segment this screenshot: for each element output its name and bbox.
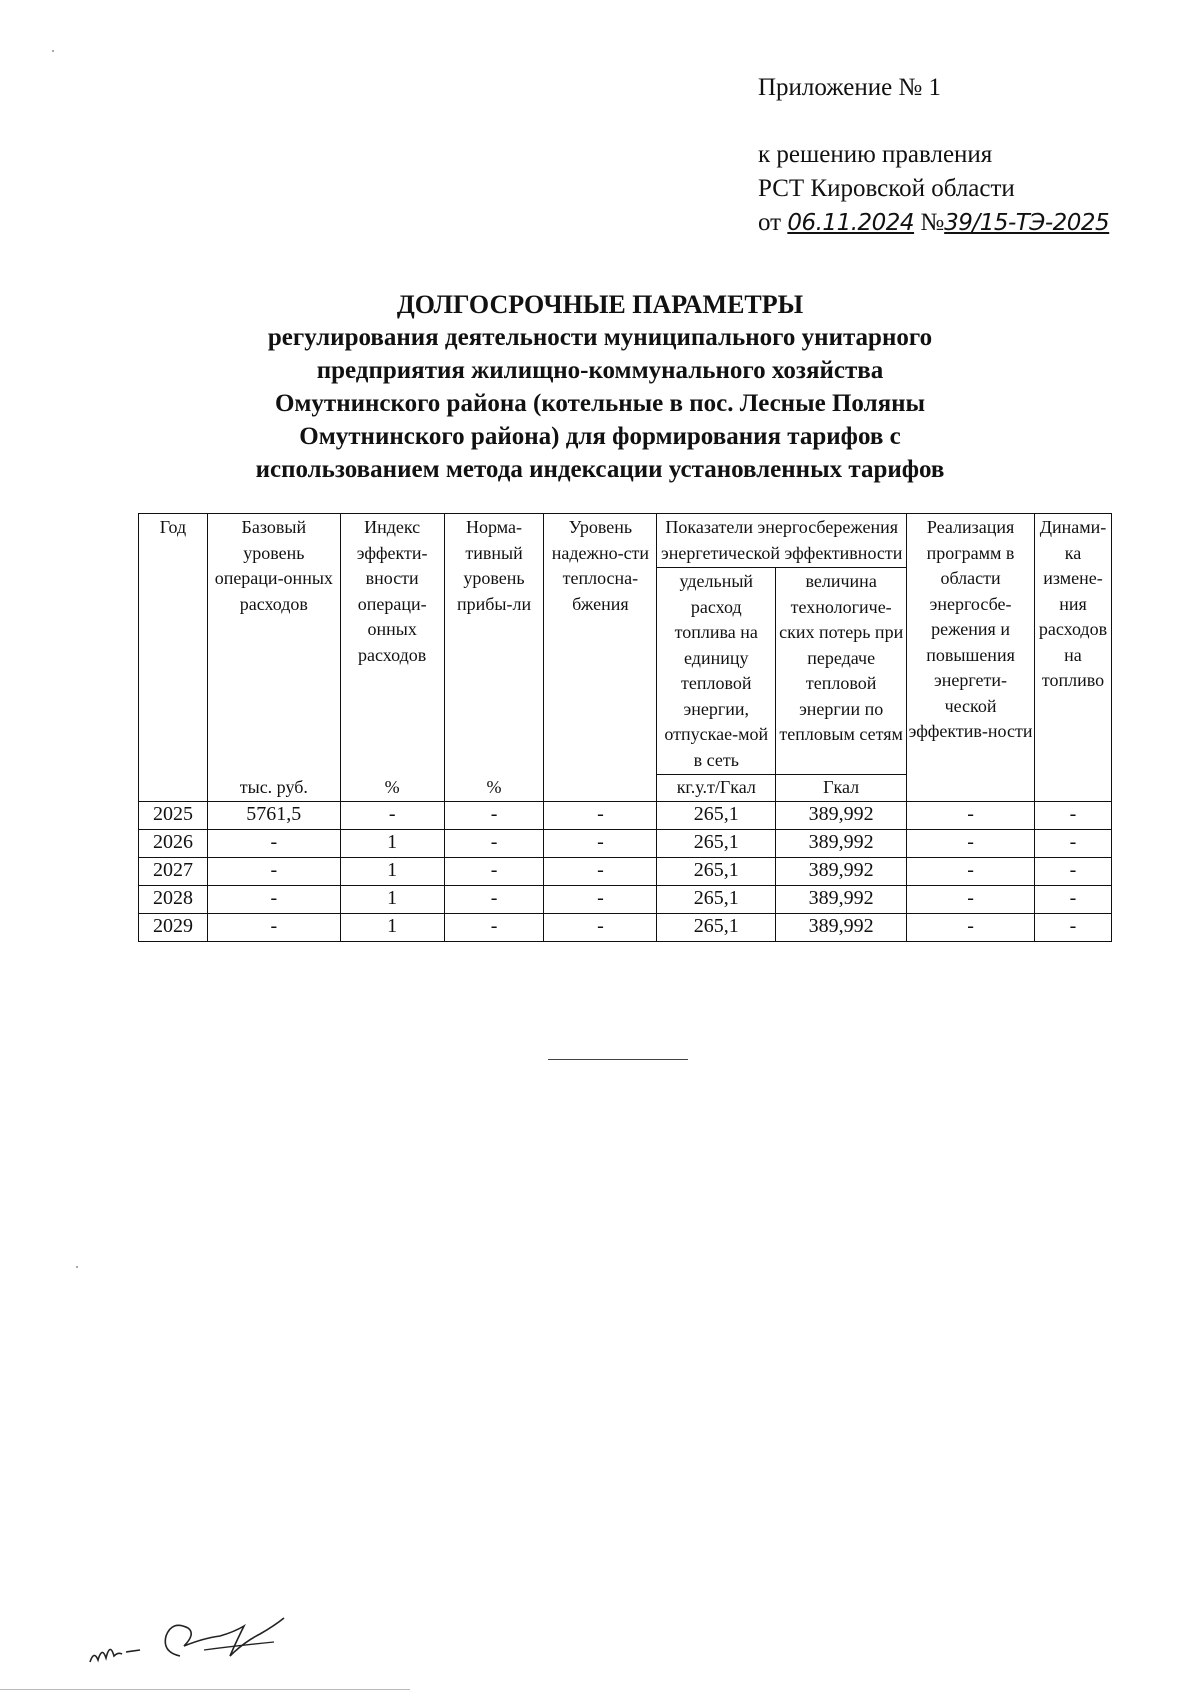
cell-fuel-dynamics: - (1034, 829, 1111, 857)
cell-programs: - (907, 829, 1035, 857)
header-efficiency-index: Индекс эффекти-вности операци-онных расходов (340, 514, 444, 775)
decision-date-number-line (758, 206, 1109, 240)
handwritten-signature (84, 1612, 384, 1672)
header-fuel-rate: удельный расход топлива на единицу тепловой энергии, отпускае-мой в сеть (657, 568, 776, 775)
table-row (139, 801, 1112, 829)
unit-losses: Гкал (776, 775, 907, 802)
unit-profit: % (444, 775, 544, 802)
cell-year: 2029 (139, 913, 208, 941)
title-line: Омутнинского района) для формирования тарифов с (299, 423, 901, 450)
cell-reliability: - (544, 857, 657, 885)
parameters-table (138, 513, 1112, 942)
cell-efficiency-index: 1 (340, 913, 444, 941)
document-title (130, 288, 1070, 486)
cell-losses: 389,992 (776, 857, 907, 885)
date-prefix: от (758, 209, 782, 236)
cell-efficiency-index: 1 (340, 829, 444, 857)
handwritten-number: 39/15-ТЭ-2025 (944, 210, 1110, 236)
cell-base-costs: 5761,5 (207, 801, 340, 829)
cell-losses: 389,992 (776, 913, 907, 941)
cell-year: 2027 (139, 857, 208, 885)
cell-efficiency-index: 1 (340, 885, 444, 913)
appendix-label: Приложение № 1 (758, 74, 942, 101)
title-line: Омутнинского района (котельные в пос. Лесные Поляны (274, 390, 926, 417)
unit-base-costs: тыс. руб. (207, 775, 340, 802)
unit-year (139, 775, 208, 802)
cell-base-costs: - (207, 913, 340, 941)
table-row (139, 885, 1112, 913)
cell-reliability: - (544, 913, 657, 941)
decision-reference (758, 138, 1109, 240)
cell-base-costs: - (207, 829, 340, 857)
cell-efficiency-index: 1 (340, 857, 444, 885)
cell-fuel-dynamics: - (1034, 801, 1111, 829)
unit-efficiency-index: % (340, 775, 444, 802)
cell-profit: - (444, 801, 544, 829)
cell-year: 2025 (139, 801, 208, 829)
cell-efficiency-index: - (340, 801, 444, 829)
cell-profit: - (444, 829, 544, 857)
header-reliability: Уровень надежно-сти теплосна-бжения (544, 514, 657, 802)
decision-line-1: к решению правления (758, 141, 993, 168)
cell-base-costs: - (207, 885, 340, 913)
cell-fuel-rate: 265,1 (657, 885, 776, 913)
cell-profit: - (444, 885, 544, 913)
header-year: Год (139, 514, 208, 775)
cell-fuel-dynamics: - (1034, 885, 1111, 913)
title-line: регулирования деятельности муниципального унитарного (267, 324, 933, 351)
cell-losses: 389,992 (776, 801, 907, 829)
number-prefix: № (920, 209, 945, 236)
cell-fuel-rate: 265,1 (657, 913, 776, 941)
cell-reliability: - (544, 885, 657, 913)
handwritten-date: 06.11.2024 (787, 210, 915, 236)
cell-programs: - (907, 913, 1035, 941)
cell-base-costs: - (207, 857, 340, 885)
header-base-costs: Базовый уровень операци-онных расходов (207, 514, 340, 775)
end-separator-line (548, 1059, 688, 1060)
cell-fuel-rate: 265,1 (657, 857, 776, 885)
bottom-scan-line (0, 1689, 410, 1690)
decision-line-2: РСТ Кировской области (758, 175, 1015, 202)
cell-fuel-dynamics: - (1034, 913, 1111, 941)
cell-year: 2028 (139, 885, 208, 913)
unit-fuel-rate: кг.у.т/Гкал (657, 775, 776, 802)
cell-fuel-rate: 265,1 (657, 801, 776, 829)
header-energy-group: Показатели энергосбережения энергетической эффективности (657, 514, 907, 568)
header-programs: Реализация программ в области энергосбе-режения и повышения энергети-ческой эффектив-ности (907, 514, 1035, 802)
cell-losses: 389,992 (776, 829, 907, 857)
scan-speck (52, 50, 54, 52)
table-row (139, 829, 1112, 857)
header-fuel-dynamics: Динами-ка измене-ния расходов на топливо (1034, 514, 1111, 802)
cell-programs: - (907, 857, 1035, 885)
table-row (139, 857, 1112, 885)
cell-reliability: - (544, 829, 657, 857)
cell-programs: - (907, 801, 1035, 829)
title-line: использованием метода индексации установленных тарифов (255, 456, 945, 483)
title-heading: ДОЛГОСРОЧНЫЕ ПАРАМЕТРЫ (396, 290, 804, 319)
title-line: предприятия жилищно-коммунального хозяйства (316, 357, 884, 384)
cell-fuel-dynamics: - (1034, 857, 1111, 885)
cell-losses: 389,992 (776, 885, 907, 913)
cell-profit: - (444, 857, 544, 885)
table-row (139, 913, 1112, 941)
scan-speck (76, 1266, 78, 1268)
cell-fuel-rate: 265,1 (657, 829, 776, 857)
cell-year: 2026 (139, 829, 208, 857)
cell-reliability: - (544, 801, 657, 829)
header-losses: величина технологиче-ских потерь при передаче тепловой энергии по тепловым сетям (776, 568, 907, 775)
cell-profit: - (444, 913, 544, 941)
cell-programs: - (907, 885, 1035, 913)
header-profit: Норма-тивный уровень прибы-ли (444, 514, 544, 775)
header-row (139, 514, 1112, 568)
